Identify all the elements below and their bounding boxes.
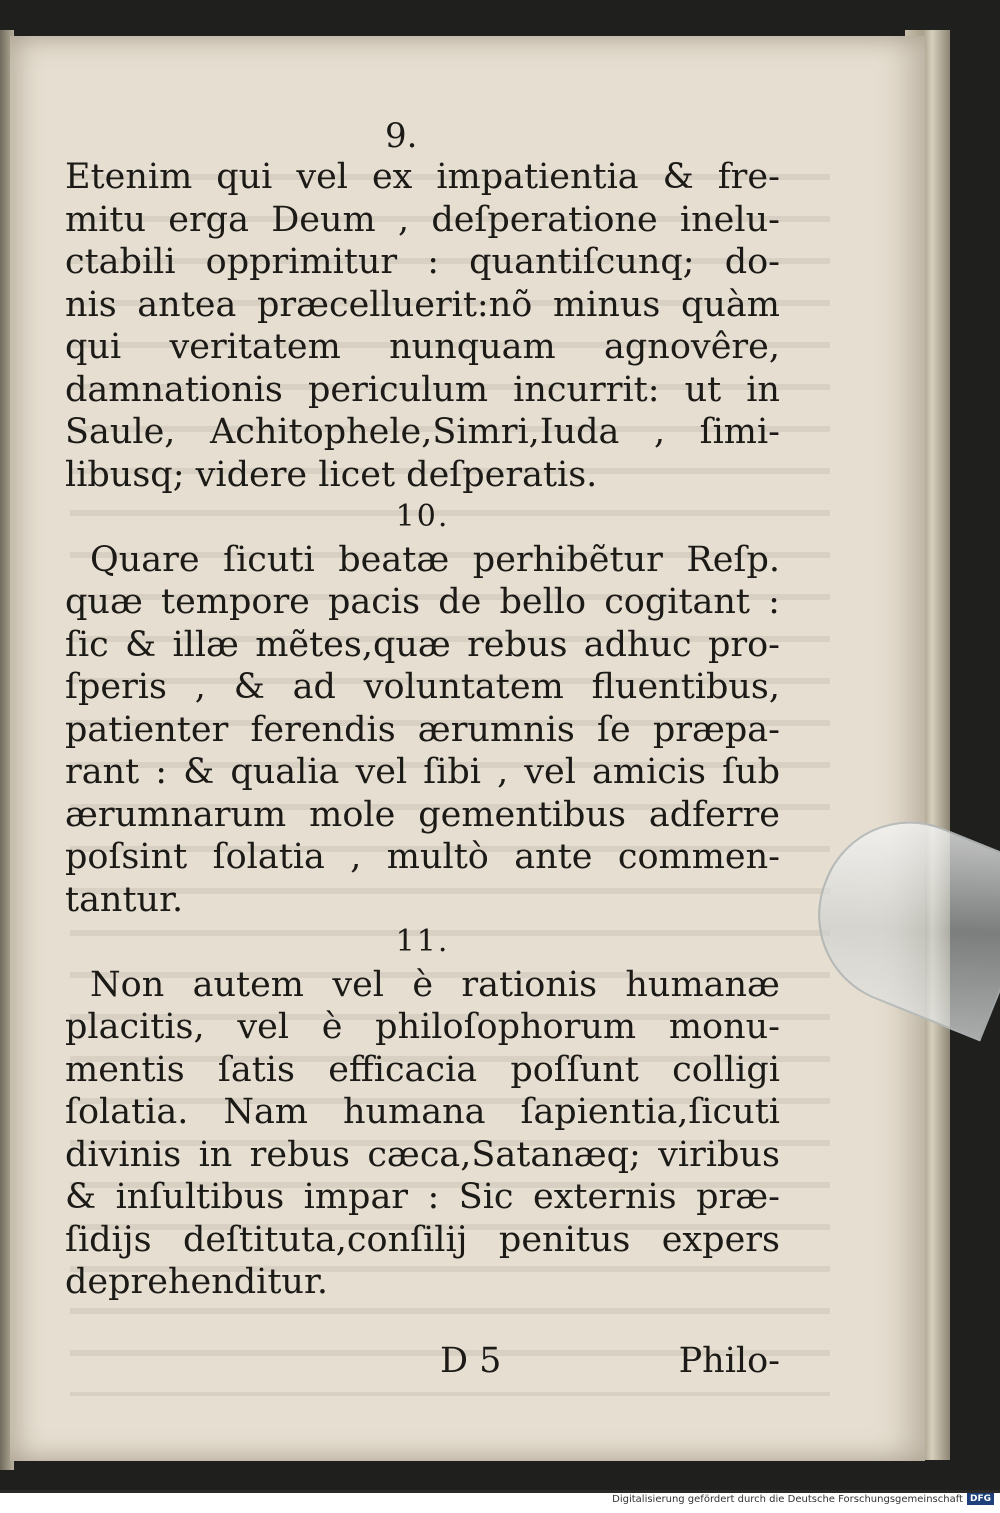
word: ſperis: [65, 667, 167, 707]
word: pacis: [328, 582, 421, 622]
word: perhibẽtur: [472, 539, 663, 580]
text-line: [65, 751, 780, 794]
word: illæ: [172, 624, 239, 665]
word: antea: [137, 284, 237, 325]
word: in: [746, 369, 780, 410]
word: impar: [303, 1177, 409, 1217]
word: monu-: [668, 1007, 780, 1047]
word: ſolatia.: [65, 1092, 189, 1132]
word: ſibi: [423, 752, 481, 792]
word: ſub: [722, 752, 780, 792]
word: philoſophorum: [375, 1007, 637, 1047]
word: poſſunt: [510, 1049, 639, 1090]
text-line: [65, 624, 780, 667]
word: efficacia: [328, 1049, 478, 1090]
text-line: [65, 836, 780, 879]
text-line: [65, 1176, 780, 1219]
word: mitu: [65, 199, 146, 240]
word: vel: [332, 964, 384, 1005]
word: adhuc: [583, 624, 692, 665]
word: vel: [524, 752, 576, 792]
page-folio: 9.: [385, 116, 418, 156]
book-page: [10, 36, 925, 1461]
word: deſtituta,conſilij: [182, 1219, 468, 1260]
word: mole: [309, 794, 396, 835]
paragraph-10: [65, 539, 780, 922]
word: patienter: [65, 709, 229, 750]
word: deſperatione: [431, 199, 658, 240]
word: beatæ: [338, 539, 450, 580]
word: penitus: [498, 1219, 631, 1260]
word: vel: [237, 1007, 290, 1047]
word: Deum: [271, 199, 376, 240]
text-line: [65, 156, 780, 199]
word: opprimitur: [205, 242, 398, 282]
word: ,: [497, 752, 509, 792]
text-line: [65, 581, 780, 624]
word: vel: [355, 752, 408, 792]
word: cæca,Satanæq;: [367, 1134, 641, 1175]
word: ex: [371, 157, 413, 197]
word: nis: [65, 284, 117, 325]
page-text: [65, 156, 780, 1304]
text-line: [65, 794, 780, 837]
word: præcelluerit:nõ: [256, 284, 533, 325]
text-line: [65, 1134, 780, 1177]
word: multò: [386, 837, 489, 877]
text-line: [65, 1219, 780, 1262]
text-line: [65, 1091, 780, 1134]
word: ,: [397, 199, 410, 240]
section-number-11: 11.: [395, 924, 450, 959]
word: &: [233, 667, 265, 707]
word: ærumnarum: [65, 794, 287, 835]
word: quæ: [65, 582, 143, 622]
word: incurrit:: [513, 369, 660, 410]
word: bello: [499, 582, 587, 622]
word: &: [662, 157, 694, 197]
word: divinis: [65, 1134, 182, 1175]
word: præpa-: [652, 709, 780, 750]
word: gementibus: [418, 794, 626, 835]
word: agnovêre,: [604, 327, 780, 367]
text-line: [65, 369, 780, 412]
catchword: Philo-: [678, 1341, 780, 1381]
word: quantiſcunq;: [469, 242, 695, 282]
word: vel: [296, 157, 348, 197]
word: ut: [684, 369, 722, 410]
word: mẽtes,quæ: [255, 624, 451, 665]
word: &: [183, 752, 215, 792]
word: tempore: [161, 582, 310, 622]
word: ferendis: [250, 709, 396, 750]
word: pro-: [707, 624, 780, 665]
digitization-footer: [0, 1493, 1000, 1513]
word: viribus: [658, 1134, 780, 1175]
text-line: [65, 199, 780, 242]
word: Non: [90, 964, 165, 1005]
word: nunquam: [389, 327, 556, 367]
word: Sic: [458, 1177, 514, 1217]
word: qui: [65, 327, 122, 367]
word: voluntatem: [363, 667, 564, 707]
word: do-: [724, 242, 780, 282]
word: Nam: [223, 1092, 308, 1132]
word: &: [125, 624, 157, 665]
word: veritatem: [169, 327, 341, 367]
text-line: [65, 1006, 780, 1049]
footer-credit: Digitalisierung gefördert durch die Deutsche Forschungsgemeinschaft: [612, 1493, 963, 1505]
word: humanæ: [625, 964, 780, 1005]
paragraph-9: [65, 156, 780, 496]
word: &: [65, 1177, 97, 1217]
text-line: [65, 539, 780, 582]
word: ſolatia: [212, 837, 325, 877]
word: poſsint: [65, 837, 188, 877]
word: rebus: [467, 624, 568, 665]
word: ſapientia,ſicuti: [520, 1092, 780, 1132]
word: de: [438, 582, 482, 622]
word: :: [155, 752, 168, 792]
word: erga: [168, 199, 249, 240]
word: Reſp.: [686, 539, 780, 580]
word: autem: [192, 964, 304, 1005]
word: ctabili: [65, 242, 176, 282]
word: ſimi-: [699, 412, 780, 452]
word: mentis: [65, 1049, 185, 1090]
text-line: [65, 666, 780, 709]
word: impatientia: [436, 157, 639, 197]
word: :: [768, 582, 780, 622]
word: qualia: [230, 752, 340, 792]
text-line: [65, 1049, 780, 1092]
text-line: tantur.: [65, 879, 184, 920]
word: Achitophele,Simri,Iuda: [209, 412, 620, 452]
word: placitis,: [65, 1007, 205, 1047]
word: Saule,: [65, 412, 176, 452]
word: ad: [292, 667, 336, 707]
word: expers: [661, 1219, 780, 1260]
word: amicis: [592, 752, 707, 792]
word: :: [427, 242, 440, 282]
word: è: [321, 1007, 343, 1047]
word: ærumnis: [417, 709, 575, 750]
word: rationis: [461, 964, 598, 1005]
text-line: libusq; videre licet deſperatis.: [65, 454, 598, 495]
word: ,: [350, 837, 362, 877]
text-line: [65, 326, 780, 369]
word: ſic: [65, 624, 109, 665]
word: è: [412, 964, 434, 1005]
word: ſatis: [217, 1049, 295, 1090]
word: rebus: [249, 1134, 350, 1175]
text-line: deprehenditur.: [65, 1262, 328, 1302]
word: Quare: [90, 539, 200, 580]
paragraph-11: [65, 964, 780, 1304]
word: humana: [342, 1092, 486, 1132]
dfg-logo: DFG: [967, 1493, 994, 1505]
word: :: [427, 1177, 440, 1217]
text-line: [65, 284, 780, 327]
word: periculum: [307, 369, 489, 410]
word: præ-: [696, 1177, 780, 1217]
word: colligi: [672, 1049, 780, 1090]
word: ,: [194, 667, 206, 707]
word: quàm: [680, 284, 780, 325]
word: ſidijs: [65, 1219, 152, 1260]
word: externis: [532, 1177, 677, 1217]
word: ,: [653, 412, 666, 452]
word: rant: [65, 752, 140, 792]
text-line: [65, 241, 780, 284]
word: fre-: [717, 157, 780, 197]
text-line: [65, 709, 780, 752]
signature-mark: D 5: [440, 1341, 502, 1381]
word: ſe: [597, 709, 631, 750]
word: fluentibus,: [591, 667, 780, 707]
word: Etenim: [65, 157, 193, 197]
word: inelu-: [679, 199, 780, 240]
word: ante: [514, 837, 593, 877]
word: in: [198, 1134, 233, 1175]
word: ſicuti: [223, 539, 315, 580]
section-number-10: 10.: [395, 499, 450, 534]
signature-line: [440, 1341, 780, 1381]
word: qui: [216, 157, 273, 197]
word: adferre: [648, 794, 780, 835]
word: inſultibus: [115, 1177, 285, 1217]
word: damnationis: [65, 369, 283, 410]
word: cogitant: [604, 582, 750, 622]
word: minus: [552, 284, 661, 325]
word: commen-: [617, 837, 780, 877]
text-line: [65, 964, 780, 1007]
text-line: [65, 411, 780, 454]
